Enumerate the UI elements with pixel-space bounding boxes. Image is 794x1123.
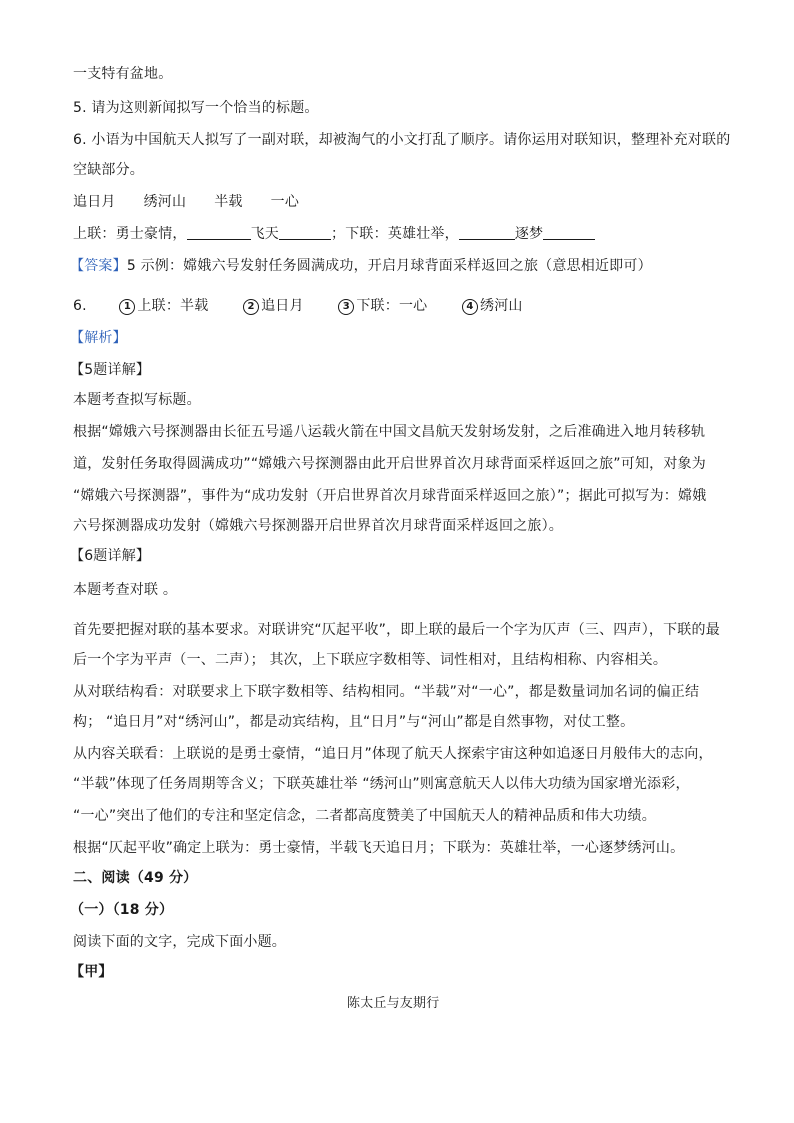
text-line: 本题考查对联 。 <box>73 582 178 598</box>
section-heading-reading: 二、阅读（49 分） <box>73 870 198 886</box>
text-line: 六号探测器成功发射（嫦娥六号探测器开启世界首次月球背面采样返回之旅）。 <box>73 518 563 534</box>
text-line: 根据“嫦娥六号探测器由长征五号遥八运载火箭在中国文昌航天发射场发射，之后准确进入地月转移轨 <box>73 424 706 440</box>
passage-title: 陈太丘与友期行 <box>347 996 440 1011</box>
answer-line <box>70 256 652 276</box>
answer-item: 追日月 <box>261 298 304 314</box>
blank-2 <box>279 225 331 240</box>
blank-3 <box>459 225 515 240</box>
passage-tag: 【甲】 <box>70 964 113 980</box>
text-line: 阅读下面的文字，完成下面小题。 <box>73 934 286 950</box>
section-6-heading: 【6题详解】 <box>70 548 151 564</box>
answer-6-line <box>73 296 523 316</box>
text-line: 道，发射任务取得圆满成功”“嫦娥六号探测器由此开启世界首次月球背面采样返回之旅”可知，对象为 <box>73 456 706 472</box>
upper-couplet-label: 上联：勇士豪情， <box>73 226 187 242</box>
subsection-heading: （一）（18 分） <box>70 902 174 918</box>
couplet-blanks-line <box>73 224 595 244</box>
text-line: 首先要把握对联的基本要求。对联讲究“仄起平收”，即上联的最后一个字为仄声（三、四声），下联的最 <box>73 622 720 638</box>
text-line: 从内容关联看：上联说的是勇士豪情，“追日月”体现了航天人探索宇宙这种如追逐日月般伟大的志向， <box>73 746 713 762</box>
text-line: 根据“仄起平收”确定上联为：勇士豪情，半载飞天追日月；下联为：英雄壮举，一心逐梦绣河山。 <box>73 840 685 856</box>
text-line: “半载”体现了任务周期等含义；下联英雄壮举 “绣河山”则寓意航天人以伟大功绩为国家增光添彩， <box>73 776 690 792</box>
word-2: 绣河山 <box>143 194 187 210</box>
couplet-word-list <box>73 192 299 212</box>
answer-item: 上联：半载 <box>137 298 209 314</box>
answer-item: 绣河山 <box>480 298 523 314</box>
answer-text: 5 示例：嫦娥六号发射任务圆满成功，开启月球背面采样返回之旅（意思相近即可） <box>126 258 652 274</box>
question-5: 5. 请为这则新闻拟写一个恰当的标题。 <box>73 100 319 116</box>
text-line: 从对联结构看：对联要求上下联字数相等、结构相同。“半载”对“一心”，都是数量词加名词的偏正结 <box>73 684 700 700</box>
word-4: 一心 <box>270 194 300 210</box>
circled-number: 4 <box>462 299 478 315</box>
blank-1 <box>187 225 251 240</box>
section-5-heading: 【5题详解】 <box>70 362 151 378</box>
text-line: 本题考查拟写标题。 <box>73 392 201 408</box>
circled-number: 1 <box>119 299 135 315</box>
text-line: “嫦娥六号探测器”，事件为“成功发射（开启世界首次月球背面采样返回之旅）”；据此可拟写为：嫦娥 <box>73 488 707 504</box>
circled-number: 2 <box>243 299 259 315</box>
analysis-tag: 【解析】 <box>70 330 127 346</box>
answer-6-num: 6. <box>73 298 87 314</box>
text-line: 一支特有盆地。 <box>73 66 173 82</box>
lower-couplet-label: ；下联：英雄壮举， <box>331 226 459 242</box>
circled-number: 3 <box>338 299 354 315</box>
answer-item: 下联：一心 <box>356 298 428 314</box>
word-1: 追日月 <box>73 194 116 210</box>
blank-4 <box>543 225 595 240</box>
question-6: 6. 小语为中国航天人拟写了一副对联，却被淘气的小文打乱了顺序。请你运用对联知识，整理补充对联的 <box>73 132 731 148</box>
couplet-text: 逐梦 <box>514 226 544 242</box>
text-line: “一心”突出了他们的专注和坚定信念，二者都高度赞美了中国航天人的精神品质和伟大功绩。 <box>73 808 656 824</box>
question-6-cont: 空缺部分。 <box>73 162 144 178</box>
word-3: 半载 <box>214 194 243 210</box>
text-line: 构； “追日月”对“绣河山”，都是动宾结构，且“日月”与“河山”都是自然事物，对仗工整。 <box>73 714 635 730</box>
couplet-text: 飞天 <box>250 226 280 242</box>
answer-tag: 【答案】 <box>70 258 127 274</box>
text-line: 后一个字为平声（一、二声）； 其次，上下联应字数相等、词性相对，且结构相称、内容相关。 <box>73 652 668 668</box>
